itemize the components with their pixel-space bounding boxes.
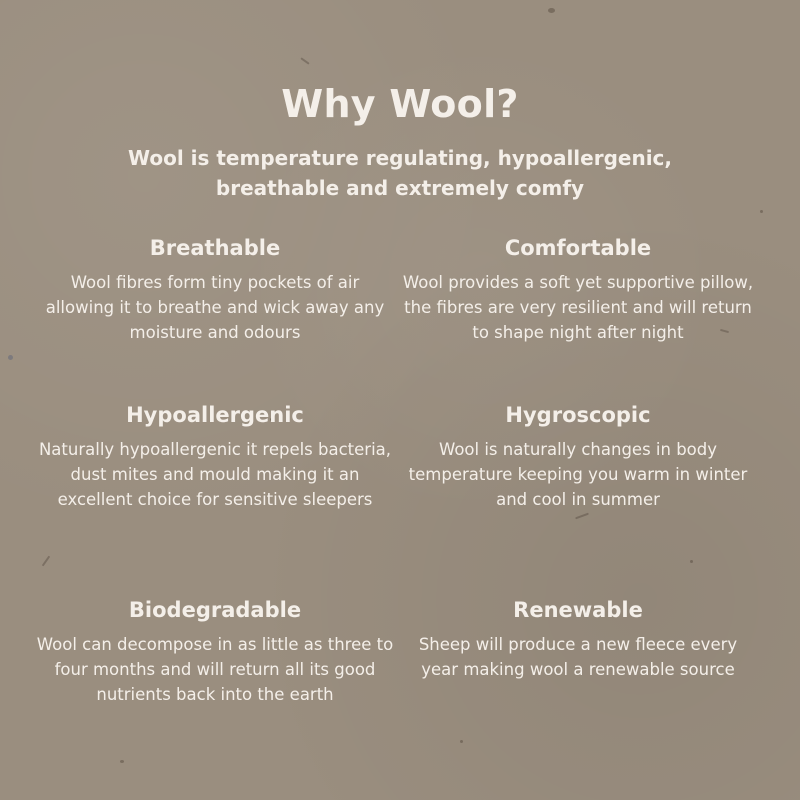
- feature-description: Sheep will produce a new fleece every year making wool a renewable source: [418, 635, 738, 679]
- paper-speck: [548, 8, 555, 13]
- paper-fiber: [300, 57, 309, 64]
- feature-description: Wool is naturally changes in body temperature keeping you warm in winter and cool in summer: [408, 440, 748, 509]
- feature-title: Biodegradable: [128, 598, 302, 622]
- feature-hygroscopic: [398, 401, 758, 512]
- feature-description: Wool fibres form tiny pockets of air allowing it to breathe and wick away any moisture and odours: [45, 273, 385, 342]
- feature-title: Hypoallergenic: [126, 403, 304, 427]
- paper-speck: [760, 210, 763, 213]
- page-subtitle: Wool is temperature regulating, hypoallergenic, breathable and extremely comfy: [127, 146, 673, 200]
- feature-renewable: [398, 596, 758, 682]
- feature-title: Hygroscopic: [505, 403, 651, 427]
- page-title: Why Wool?: [281, 82, 519, 126]
- feature-description: Wool can decompose in as little as three to four months and will return all its good nutrients back into the earth: [36, 635, 394, 704]
- paper-speck: [8, 355, 13, 360]
- feature-description: Wool provides a soft yet supportive pillow, the fibres are very resilient and will return to shape night after night: [402, 273, 754, 342]
- paper-fiber: [42, 556, 51, 567]
- paper-fiber: [575, 513, 589, 520]
- paper-speck: [690, 560, 693, 563]
- feature-biodegradable: [35, 596, 395, 707]
- feature-title: Renewable: [513, 598, 643, 622]
- paper-speck: [460, 740, 463, 743]
- feature-title: Breathable: [149, 236, 281, 260]
- feature-comfortable: [398, 234, 758, 345]
- paper-speck: [120, 760, 124, 763]
- feature-breathable: [35, 234, 395, 345]
- feature-title: Comfortable: [504, 236, 652, 260]
- feature-description: Naturally hypoallergenic it repels bacteria, dust mites and mould making it an excellent choice for sensitive sleepers: [38, 440, 392, 509]
- feature-hypoallergenic: [35, 401, 395, 512]
